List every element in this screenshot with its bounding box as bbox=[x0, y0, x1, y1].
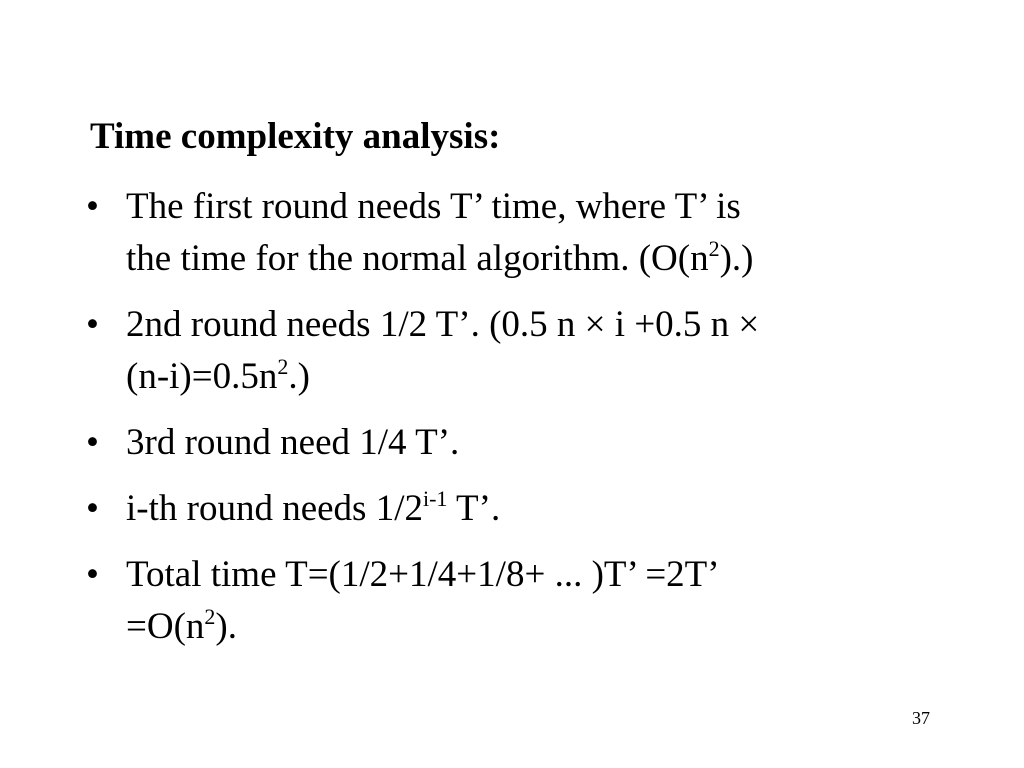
bullet-item-total-time bbox=[86, 549, 926, 653]
bullet-marker: • bbox=[86, 422, 99, 463]
text-segment: (n-i)=0.5n bbox=[126, 356, 278, 397]
bullet-text-line: 3rd round need 1/4 T’. bbox=[126, 422, 460, 463]
superscript: 2 bbox=[204, 604, 216, 629]
bullet-item-third-round bbox=[86, 417, 926, 469]
bullet-item-second-round bbox=[86, 299, 926, 403]
text-segment: i-th round needs 1/2 bbox=[126, 488, 423, 529]
bullet-text-line bbox=[126, 483, 926, 535]
bullet-marker: • bbox=[86, 304, 99, 345]
text-segment: T’. bbox=[447, 488, 501, 529]
bullet-text-line: The first round needs T’ time, where T’ is bbox=[126, 186, 741, 227]
bullet-text-line: Total time T=(1/2+1/4+1/8+ ... )T’ =2T’ bbox=[126, 554, 720, 595]
text-segment: =O(n bbox=[126, 606, 205, 647]
bullet-text-line bbox=[126, 601, 926, 653]
text-segment: ).) bbox=[719, 238, 754, 279]
bullet-marker: • bbox=[86, 554, 99, 595]
slide-title: Time complexity analysis: bbox=[90, 116, 501, 157]
page-number: 37 bbox=[912, 708, 930, 728]
bullet-text-line: 2nd round needs 1/2 T’. (0.5 n × i +0.5 n × bbox=[126, 304, 760, 345]
superscript: 2 bbox=[708, 236, 720, 261]
text-segment: .) bbox=[288, 356, 310, 397]
text-segment: the time for the normal algorithm. (O(n bbox=[126, 238, 709, 279]
bullet-item-ith-round bbox=[86, 483, 926, 535]
bullet-marker: • bbox=[86, 186, 99, 227]
bullet-text-line bbox=[126, 233, 926, 285]
superscript: i-1 bbox=[422, 486, 448, 511]
bullet-marker: • bbox=[86, 488, 99, 529]
superscript: 2 bbox=[277, 354, 289, 379]
bullet-item-first-round bbox=[86, 181, 926, 285]
text-segment: ). bbox=[215, 606, 237, 647]
bullet-list bbox=[86, 181, 926, 667]
bullet-text-line bbox=[126, 351, 926, 403]
